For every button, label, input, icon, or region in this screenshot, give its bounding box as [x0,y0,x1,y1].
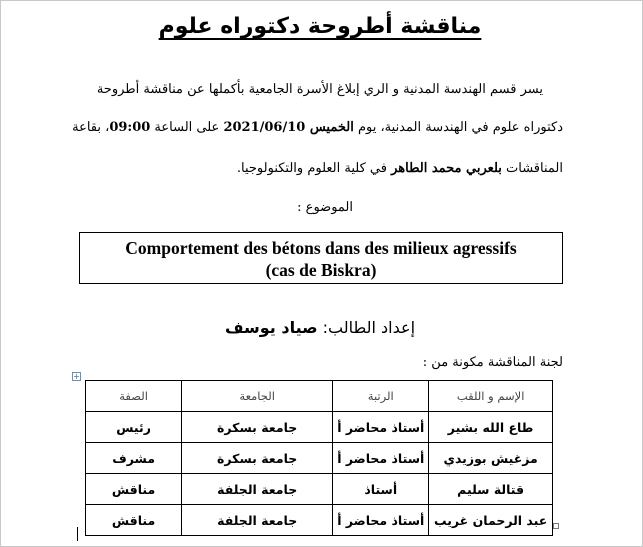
announcement-paragraph-2 [72,118,563,138]
member-name: عبد الرحمان غريب [429,505,553,536]
table-row [86,474,553,505]
announcement-paragraph-3 [78,159,563,179]
header-role: الصفة [86,381,182,412]
committee-table[interactable] [85,380,553,536]
member-university: جامعة بسكرة [182,412,333,443]
date-prefix: دكتوراه علوم في الهندسة المدنية، يوم [353,120,563,135]
announcement-paragraph-1: يسر قسم الهندسة المدنية و الري إبلاغ الأسرة الجامعية بأكملها عن مناقشة أطروحة [96,82,543,97]
thesis-topic-line-1: Comportement des bétons dans des milieux agressifs [125,238,517,258]
committee-table-header-row [86,381,553,412]
move-icon[interactable]: + [73,372,80,381]
member-role: مناقش [86,474,182,505]
member-role: مشرف [86,443,182,474]
header-name: الإسم و اللقب [429,381,553,412]
member-name: مزغيش بوزيدي [429,443,553,474]
table-row [86,412,553,443]
hall-name: بلعربي محمد الطاهر [391,161,502,176]
resize-icon[interactable] [553,523,559,529]
header-university: الجامعة [182,381,333,412]
faculty-text: في كلية العلوم والتكنولوجيا. [236,161,392,176]
header-rank: الرتبة [333,381,429,412]
table-row [86,443,553,474]
member-rank: أستاذ [333,474,429,505]
day-label: الخميس [309,120,354,135]
hall-label: المناقشات [501,161,563,176]
text-cursor [77,527,78,541]
member-rank: أستاذ محاضر أ [333,443,429,474]
member-role: رئيس [86,412,182,443]
student-label: إعداد الطالب: [317,318,416,337]
member-name: طاع الله بشير [429,412,553,443]
time-value: 09:00 [109,120,151,135]
table-row [86,505,553,536]
member-rank: أستاذ محاضر أ [333,505,429,536]
member-rank: أستاذ محاضر أ [333,412,429,443]
thesis-topic-line-2: (cas de Biskra) [265,260,377,280]
time-prefix: على الساعة [150,120,224,135]
member-name: قتالة سليم [429,474,553,505]
date-value: 2021/06/10 [223,120,310,135]
member-university: جامعة الجلفة [182,505,333,536]
student-line [200,318,440,337]
topic-label: الموضوع : [297,200,353,215]
hall-prefix: ، بقاعة [72,120,110,135]
document-title: مناقشة أطروحة دكتوراه علوم [158,14,482,39]
member-university: جامعة بسكرة [182,443,333,474]
member-role: مناقش [86,505,182,536]
student-name: صياد يوسف [224,318,318,337]
committee-label: لجنة المناقشة مكونة من : [422,355,563,370]
thesis-topic-box [79,232,563,284]
member-university: جامعة الجلفة [182,474,333,505]
